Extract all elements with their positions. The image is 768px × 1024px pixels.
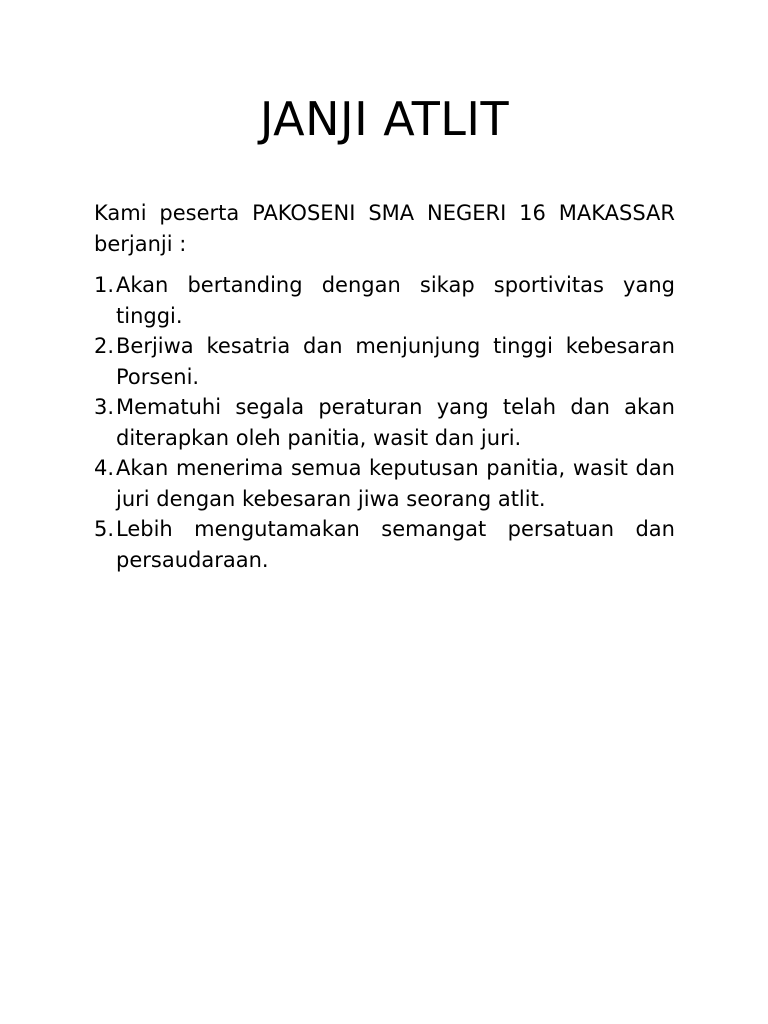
pledge-list: [94, 270, 675, 575]
list-item-text: Akan menerima semua keputusan panitia, wasit dan juri dengan kebesaran jiwa seorang atlit.: [116, 456, 675, 511]
list-item-text: Lebih mengutamakan semangat persatuan dan persaudaraan.: [116, 517, 675, 572]
document-title: JANJI ATLIT: [259, 92, 510, 146]
list-item-number: 5.: [94, 517, 115, 541]
list-item: [94, 453, 675, 515]
list-item: [94, 392, 675, 454]
list-item-text: Mematuhi segala peraturan yang telah dan akan diterapkan oleh panitia, wasit dan juri.: [116, 395, 675, 450]
list-item: [94, 331, 675, 393]
list-item-number: 1.: [94, 273, 115, 297]
list-item-number: 4.: [94, 456, 115, 480]
list-item-number: 2.: [94, 334, 115, 358]
list-item: [94, 514, 675, 576]
list-item-number: 3.: [94, 395, 115, 419]
list-item: [94, 270, 675, 332]
list-item-text: Berjiwa kesatria dan menjunjung tinggi kebesaran Porseni.: [116, 334, 675, 389]
list-item-text: Akan bertanding dengan sikap sportivitas yang tinggi.: [116, 273, 675, 328]
intro-paragraph: Kami peserta PAKOSENI SMA NEGERI 16 MAKASSAR berjanji :: [94, 201, 675, 256]
